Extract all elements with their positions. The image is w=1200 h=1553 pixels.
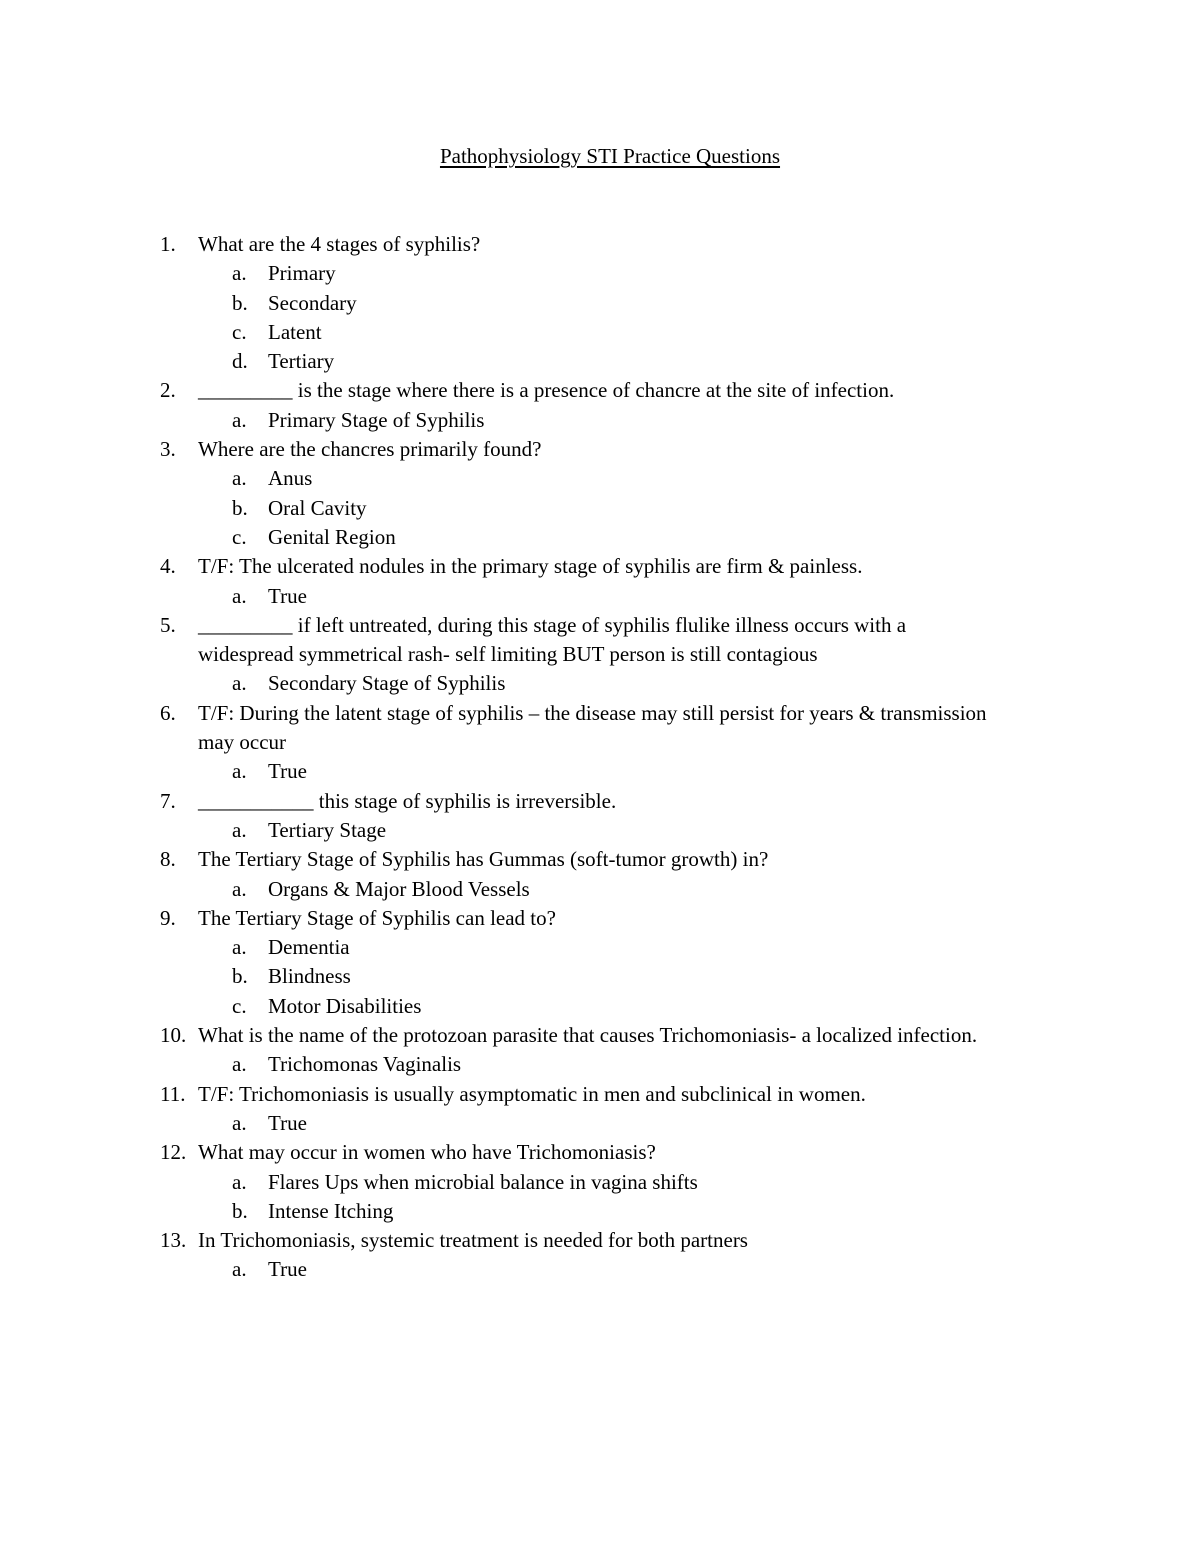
answer-option [160, 494, 1000, 523]
question-item [160, 435, 1000, 464]
answer-option [160, 289, 1000, 318]
answer-option [160, 1168, 1000, 1197]
answer-option [160, 875, 1000, 904]
answer-option [160, 464, 1000, 493]
question-number: 4. [160, 554, 176, 579]
question-item [160, 1021, 1000, 1050]
question-text: In Trichomoniasis, systemic treatment is needed for both partners [198, 1228, 748, 1253]
question-number: 13. [160, 1228, 187, 1253]
question-item [160, 230, 1000, 259]
question-item [160, 611, 1000, 670]
answer-option [160, 757, 1000, 786]
option-text: Oral Cavity [268, 495, 367, 520]
answer-option [160, 347, 1000, 376]
option-letter: b. [232, 1198, 248, 1223]
option-letter: b. [232, 290, 248, 315]
option-text: Genital Region [268, 524, 396, 549]
option-letter: a. [232, 1110, 247, 1135]
option-text: Tertiary [268, 349, 335, 374]
option-text: Blindness [268, 964, 351, 989]
option-text: Primary [268, 261, 336, 286]
option-letter: a. [232, 407, 247, 432]
option-letter: a. [232, 817, 247, 842]
question-text: What may occur in women who have Trichomoniasis? [198, 1140, 656, 1165]
answer-option [160, 1255, 1000, 1284]
question-text: T/F: Trichomoniasis is usually asymptomatic in men and subclinical in women. [198, 1081, 866, 1106]
option-text: Trichomonas Vaginalis [268, 1052, 462, 1077]
answer-option [160, 669, 1000, 698]
question-text: The Tertiary Stage of Syphilis can lead to? [198, 905, 556, 930]
answer-option [160, 1197, 1000, 1226]
option-letter: a. [232, 1257, 247, 1282]
question-item [160, 699, 1000, 758]
answer-option [160, 1109, 1000, 1138]
option-letter: c. [232, 993, 247, 1018]
option-letter: d. [232, 349, 248, 374]
question-item [160, 845, 1000, 874]
option-text: True [268, 1257, 307, 1282]
option-text: True [268, 1110, 307, 1135]
option-text: Tertiary Stage [268, 817, 387, 842]
question-text: _________ is the stage where there is a presence of chancre at the site of infection. [198, 378, 895, 403]
question-text: Where are the chancres primarily found? [198, 437, 542, 462]
option-letter: b. [232, 964, 248, 989]
question-number: 5. [160, 612, 176, 637]
question-list [160, 230, 1000, 1285]
option-letter: b. [232, 495, 248, 520]
option-text: Intense Itching [268, 1198, 394, 1223]
question-item [160, 904, 1000, 933]
option-text: Dementia [268, 935, 350, 960]
question-item [160, 1138, 1000, 1167]
question-number: 10. [160, 1023, 187, 1048]
option-text: Secondary Stage of Syphilis [268, 671, 506, 696]
option-letter: a. [232, 1052, 247, 1077]
question-text: The Tertiary Stage of Syphilis has Gummas (soft-tumor growth) in? [198, 847, 769, 872]
option-letter: c. [232, 524, 247, 549]
option-letter: a. [232, 876, 247, 901]
answer-option [160, 406, 1000, 435]
question-item [160, 787, 1000, 816]
question-number: 6. [160, 700, 176, 725]
question-item [160, 1080, 1000, 1109]
question-item [160, 552, 1000, 581]
question-item [160, 1226, 1000, 1255]
option-text: Primary Stage of Syphilis [268, 407, 485, 432]
question-number: 11. [160, 1081, 186, 1106]
option-text: Flares Ups when microbial balance in vagina shifts [268, 1169, 698, 1194]
question-text: T/F: The ulcerated nodules in the primary stage of syphilis are firm & painless. [198, 554, 863, 579]
answer-option [160, 318, 1000, 347]
option-letter: a. [232, 759, 247, 784]
question-number: 8. [160, 847, 176, 872]
option-text: Anus [268, 466, 313, 491]
answer-option [160, 523, 1000, 552]
question-text: What is the name of the protozoan parasite that causes Trichomoniasis- a localized infection. [198, 1023, 978, 1048]
option-text: Organs & Major Blood Vessels [268, 876, 530, 901]
answer-option [160, 816, 1000, 845]
option-letter: a. [232, 466, 247, 491]
option-letter: a. [232, 1169, 247, 1194]
question-number: 12. [160, 1140, 187, 1165]
answer-option [160, 992, 1000, 1021]
option-text: Secondary [268, 290, 357, 315]
option-letter: a. [232, 671, 247, 696]
option-text: True [268, 583, 307, 608]
option-letter: a. [232, 261, 247, 286]
question-number: 7. [160, 788, 176, 813]
option-text: Latent [268, 319, 322, 344]
question-number: 9. [160, 905, 176, 930]
question-text: What are the 4 stages of syphilis? [198, 232, 481, 256]
question-number: 3. [160, 437, 176, 462]
option-text: Motor Disabilities [268, 993, 422, 1018]
answer-option [160, 582, 1000, 611]
option-letter: a. [232, 935, 247, 960]
question-number: 2. [160, 378, 176, 403]
question-text: ___________ this stage of syphilis is irreversible. [198, 788, 617, 813]
option-text: True [268, 759, 307, 784]
answer-option [160, 933, 1000, 962]
question-number: 1. [160, 232, 176, 256]
question-text: _________ if left untreated, during this stage of syphilis flulike illness occurs with a widespread symmetrical rash- self limiting BUT person is still contagious [198, 612, 907, 667]
question-item [160, 376, 1000, 405]
document-title: Pathophysiology STI Practice Questions [439, 144, 781, 168]
answer-option [160, 962, 1000, 991]
option-letter: a. [232, 583, 247, 608]
option-letter: c. [232, 319, 247, 344]
answer-option [160, 259, 1000, 288]
answer-option [160, 1050, 1000, 1079]
question-text: T/F: During the latent stage of syphilis – the disease may still persist for years & transmission may occur [198, 700, 987, 755]
